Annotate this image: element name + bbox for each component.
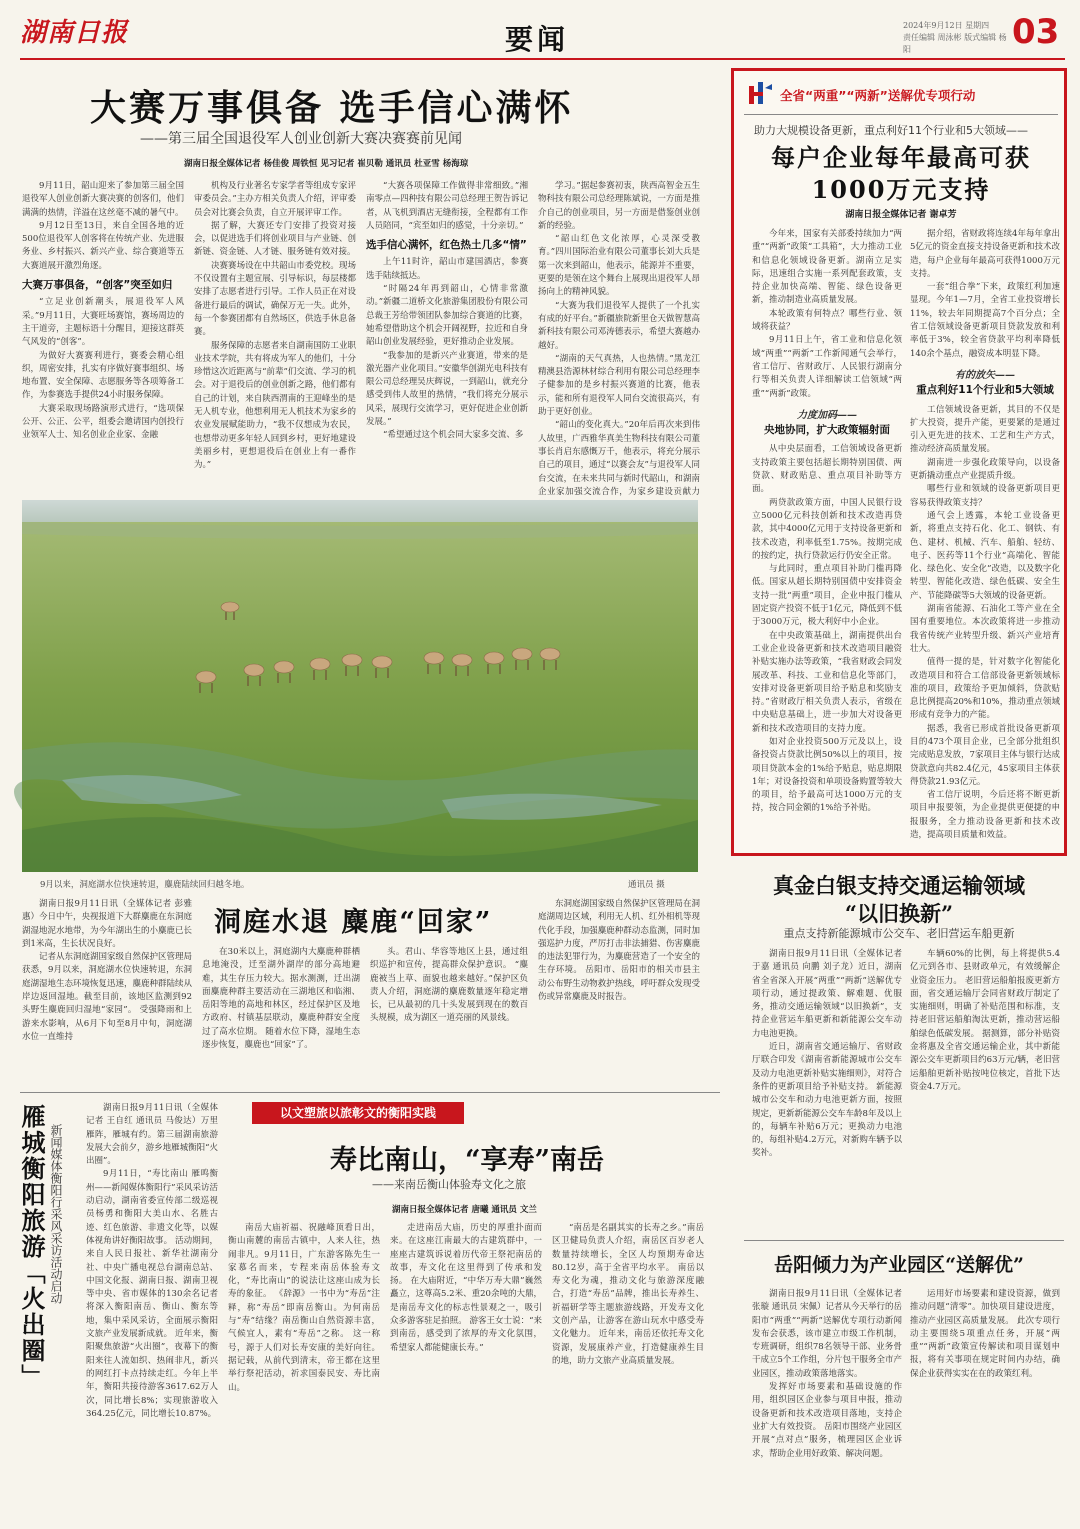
tag-divider	[744, 114, 1058, 115]
paragraph: 东洞庭湖国家级自然保护区管理局在洞庭湖周边区域，利用无人机、红外相机等现代化手段，加强麋鹿种群动态监测，同时加强巡护力度，严厉打击非法捕猎、伤害麋鹿的违法犯罪行为，为麋鹿营造了一个安全的生存环境。 岳阳市、岳阳市的相关市县主动公布野生动物救护热线，呼吁群众发现受伤或异常麋鹿及时报告。	[538, 899, 700, 1003]
paragraph: 为做好大赛赛利进行，赛委会精心组织，周密安排，扎实有序做好赛事组织、场地布置、安全保障、志愿服务等各项筹备工作，为参赛选手提供24小时服务保障。	[22, 350, 184, 401]
nanyue-byline: 湖南日报全媒体记者 唐曦 通讯员 文兰	[392, 1205, 537, 1215]
paragraph: 上午11时许，韶山市建国酒店，参赛选手陆续抵达。	[366, 257, 528, 281]
paragraph: 与此同时，重点项目补助门槛再降低。国家从超长期特别国债中安排资金支持一批“两重”项目，企业申报门槛从固定资产投资不低于1亿元，降低到不低于3000万元，极大利好中小企业。	[752, 564, 902, 628]
paragraph: “大赛为我们退役军人提供了一个扎实有成的好平台。”新疆旅院新里仓天做智慧高新科技有限公司邓涛德表示，希望大赛越办越好。	[538, 300, 700, 351]
paragraph: 决赛赛场设在中共韶山市委党校。现场不仅设置有主题宣展、引导标识，每层楼都安排了志愿者进行引导。工作人员正在对设备进行最后的调试，确保万无一失。此外，每一个参赛团都有自然场区，供选手休息备赛。	[194, 260, 356, 338]
paragraph: 湖南日报9月11日讯（全媒体记者 彭雅惠）今日中午，央视报道下大群麋鹿在东洞庭湖湿地泥水地带，为今年湖出生的小麋鹿已长到1米高，生长状况良好。	[22, 899, 193, 949]
paragraph: “希望通过这个机会同大家多交流、多	[383, 430, 524, 441]
hengyang-column-1	[86, 1102, 218, 1419]
photo-caption: 9月以来，洞庭湖水位快速转退，麋鹿陆续回归越冬地。	[40, 880, 250, 890]
special-subheading-1: 央地协同，扩大政策辐射面	[764, 424, 890, 437]
paragraph: 南岳大庙祈福、祝融峰顶看日出，衡山南麓的南岳古镇中，人来人往，热闹非凡。9月11日，广东游客陈先生一家慕名而来，专程来南岳体验寿文化，“寿比南山”的说法让这座山成为长寿的象征。 《辞源》一书中为“寿岳”注释，称“寿岳”即南岳衡山。为何南岳与“寿”结缘？南岳衡山自然资源丰富，气候宜人，素有“寿岳”之称。 这一称号，源于人们对长寿安康的美好向往。据记载，从前代到清末，帝王都在这里举行祭祀活动，祈求国泰民安、寿比南山。	[228, 1223, 380, 1393]
paragraph: 两贷款政策方面，中国人民银行设立5000亿元科技创新和技术改造再贷款，其中4000亿元用于支持设备更新和技术改造，利率低至1.75%。按期完成的按约定，执行贷款运行仍安全正常。	[752, 497, 902, 561]
yueyang-headline: 岳阳倾力为产业园区“送解优”	[774, 1254, 1024, 1276]
paragraph: 通气会上透露，本轮工业设备更新，将重点支持石化、化工、钢铁、有色、建材、机械、汽车、船舶、轻纺、电子、医药等11个行业“高端化、智能化、绿色化、安全化”改造，以及数字化转型、智能化改造、绿色低碳、安全生产、节能降碳等5大领域的设备更新。	[910, 510, 1060, 601]
series-banner: 以文塑旅以旅彰文的衡阳实践	[252, 1102, 464, 1124]
paragraph: 湖南省能源、石油化工等产业在全国有重要地位。本次政策将进一步推动我省传统产业转型升级、新兴产业培育壮大。	[910, 604, 1060, 654]
special-tag-bar	[736, 76, 1056, 112]
paragraph: 湖南日报9月11日讯（全媒体记者 王自红 通讯员 马俊达）万里雁阵，雁城有约。第三届湖南旅游发展大会前夕，游乡地雁城衡阳“火出圈”。	[86, 1103, 218, 1167]
photo-credit: 通讯员 摄	[628, 880, 665, 890]
deer-headline: 洞庭水退 麋鹿“回家”	[214, 907, 493, 938]
paragraph: 在中央政策基础上，湖南提供出台工业企业设备更新和技术改造项目融资补贴实施办法等政策，“我省财政会同发展改革、科技、工业和信息化等部门，安排对设备更新项目给予贴息和奖励支持。”省财政厅相关负责人表示，省级在中央贴息基础上，进一步加大对设备更新和技术改造项目的支持力度。	[752, 630, 902, 734]
nanyue-headline: 寿比南山，“享寿”南岳	[330, 1145, 605, 1176]
paragraph: 服务保障的志愿者来自湖南国防工业职业技术学院，共有将成为军人的他们，十分珍惜这次近距离与“前辈”们交流、学习的机会。对于退役后的创业创新之路，他们都有自己的计划，来自陕西渭南的王迎峰坐的是无人机专业，他想利用无人机技术为家乡的农业发展赋能助力，“我不仅想成为农民，也想带动更多年轻人回到乡村，更好地建设美丽乡村，更想退役后在创业上有一番作为。”	[194, 340, 356, 471]
paragraph: 大赛采取现场路演形式进行，“选项保公开、公正、公平，组委会邀请国内创投行业领军人士、知名创业企业家、金融	[22, 403, 184, 441]
nanyue-subhead: ——来南岳衡山体验寿文化之旅	[372, 1178, 526, 1191]
special-headline-line-2: 1000万元支持	[811, 175, 991, 204]
section-title: 要闻	[505, 23, 570, 56]
hengyang-vertical-subtitle: 新闻媒体衡阳行采风采访活动启动	[49, 1124, 63, 1304]
page-number: 03	[1012, 12, 1060, 52]
contest-column-2	[194, 180, 356, 480]
paragraph: 9月12日至13日，来自全国各地的近500位退役军人创客将在传统产业、先进服务业、乡村振兴、新兴产业、综合赛道等五大赛道展开激烈角逐。	[22, 220, 184, 271]
transport-column-2	[910, 948, 1060, 1234]
paragraph: 据了解，大赛还专门安排了投资对接会，以促进选手们将创业项目与产业链、创新链、资金链、人才链、服务链有效对接。	[194, 220, 356, 258]
newspaper-logo: 湖南日报	[20, 18, 129, 48]
date-info	[903, 20, 1013, 56]
contest-column-3	[366, 180, 528, 480]
lower-divider	[20, 1092, 720, 1093]
deer-column-3	[370, 946, 528, 1076]
paragraph: 头。君山、华容等地区上县，通过组织巡护和宣传，提高群众保护意识。 “麋鹿被当上草、面貌也越来越好。”保护区负责人介绍，洞庭湖的麋鹿数量逐年稳定增长，已从最初的几十头发展到现在的数百头规模，成为湖区一道亮丽的风景线。	[370, 947, 528, 1024]
yueyang-column-2	[910, 1288, 1060, 1524]
contest-subhead: ——第三届全国退役军人创业创新大赛决赛赛前见闻	[140, 131, 462, 147]
paragraph: “湖南的天气真热，人也热情。”黑龙江精澳县浩源林材综合利用有限公司总经理李子健参加的是乡村振兴赛道的比赛，他表示，能和所有退役军人同台交流很高兴，有助于更好创业。	[538, 353, 700, 418]
special-byline: 湖南日报全媒体记者 谢卓芳	[845, 210, 957, 220]
wetland-deer-photo	[22, 500, 698, 872]
paragraph: 工信领域设备更新，其目的不仅是扩大投资，提升产能，更要紧的是通过引入更先进的技术、工艺和生产方式，推动经济高质量发展。	[910, 404, 1060, 455]
nanyue-column-2	[390, 1222, 542, 1518]
paragraph: 湖南进一步强化政策导向，以设备更新撬动重点产业提质升级。	[910, 457, 1060, 482]
masthead	[0, 0, 1080, 62]
paragraph: 学习。”据起参赛初衷，陕西高智金五生物科技有限公司总经理陈斌说，一方面是推介自己的创业项目，另一方面是借鉴创业创新的经验。	[538, 181, 700, 231]
paragraph: 从中央层面看，工信领域设备更新支持政策主要包括超长期特别国债、两贷款、财政贴息、重点项目补助等方面。	[752, 444, 902, 495]
special-column-2	[910, 228, 1060, 850]
paragraph: “韶山的变化真大。”20年后再次来到伟人故里，广西雅华真美生物科技有限公司董事长肖启东感慨万千，他表示，将充分展示自己的项目，通过“以赛会友”与退役军人同台交流，在未来共同与新时代韶山，和湖南企业家加强交流合作，为家乡建设贡献力	[538, 420, 700, 497]
deer-column-4	[538, 898, 700, 1076]
masthead-rule	[20, 58, 1065, 60]
editor-line: 责任编辑 周泳彬 版式编辑 杨阳	[903, 33, 1007, 54]
paragraph: 湖南日报9月11日讯（全媒体记者 张璇 通讯员 宋佩）记者从今天举行的岳阳市“两重”“两新”送解优专项行动新闻发布会获悉，该市建立市级工作机制，专班调研，组织78名领导干部、业务骨干成立5个工作组，分片包干服务全市产业园区，推动政策落地落实。	[752, 1289, 902, 1379]
date-line: 2024年9月12日 星期四	[903, 21, 990, 30]
paragraph: 据介绍，省财政将连续4年每年拿出5亿元的资金直接支持设备更新和技术改造，每户企业每年最高可获得1000万元支持。	[910, 229, 1060, 279]
contest-column-1	[22, 180, 184, 480]
contest-column-4	[538, 180, 700, 497]
paragraph: 在30米以上，洞庭湖内大麋鹿种群栖息地淹没，迁至湖外湖岸的部分高地避难，其生存压力较大。据水测测，迁出湖面麋鹿种群主要活动在三湖地区和临湘、岳阳等地的高地和林区，经过保护区及地方政府、村镇基层联动，麋鹿种群安全度过了高水位期。 随着水位下降，湿地生态逐步恢复，麋鹿也“回家”了。	[202, 947, 360, 1051]
contest-subheading-1: 大赛万事俱备，“创客”突至如归	[22, 279, 173, 292]
paragraph: 发挥好市场要素和基础设施的作用，组织园区企业参与项目申报，推动设备更新和技术改造项目落地，支持企业扩大有效投资。 岳阳市围绕产业园区开展“点对点”服务，梳理园区企业诉求，帮助企业用好政策、解决问题。	[752, 1382, 902, 1459]
special-subheading-2: 重点利好11个行业和5大领域	[916, 384, 1054, 397]
contest-headline: 大赛万事俱备 选手信心满怀	[90, 87, 574, 129]
paragraph: 9月11日，韶山迎来了参加第三届全国退役军人创业创新大赛决赛的创客们，他们满满的热情，洋溢在这丝毫不减的暑气中。	[22, 181, 184, 218]
paragraph: 走进南岳大庙，历史的厚重扑面而来。在这座江南最大的古建筑群中，一座座古建筑诉说着历代帝王祭祀南岳的故事，寿文化在这里得到了传承和发扬。 在大庙附近，“中华万寿大鼎”巍然矗立，这尊高5.2米、重20余吨的大鼎，是南岳寿文化的标志性景观之一，吸引众多游客驻足拍照。 游客王女士说：“来到南岳，感受到了浓厚的寿文化氛围，希望家人都能健康长寿。”	[390, 1223, 542, 1353]
special-subkicker-2: 有的放矢——	[955, 369, 1015, 381]
contest-subheading-2: 选手信心满怀，红色热土几多“情”	[366, 239, 527, 252]
paragraph: 记者从东洞庭湖国家级自然保护区管理局获悉，9月以来，洞庭湖水位快速转退，东洞庭湖湿地生态环境恢复迅速，麋鹿种群陆续从岸边返回湿地。截至目前，该地区监测到92头野生麋鹿回归湿地“家园”。 受强降雨和上游来水影响，从6月下旬至8月中旬，洞庭湖水位一直维持	[22, 952, 193, 1042]
special-kicker: 助力大规模设备更新，重点利好11个行业和5大领域——	[754, 124, 1028, 137]
paragraph: 省工信厅说明，今后还将不断更新项目申报要领，为企业提供更便捷的申报服务，全力推动设备更新和技术改造，提高项目质量和效益。	[910, 790, 1060, 841]
paragraph: “时隔24年再到韶山，心情非常激动。”新疆二道桥文化旅游集团股份有限公司总裁王芳给带领团队参加综合赛道的比赛，她希望借助这个机会开阔视野，拉近和自身韶山创业发展经验，更好推动企业发展。	[366, 284, 528, 348]
paragraph: 运用好市场要素和建设资源，做到推动问题“清零”。加快项目建设进度，推动产业园区高质量发展。 此次专项行动主要围绕5项重点任务，开展“两重”“两新”政策宣传解读和项目谋划申报，将有关事项在规定时间内办结，确保企业获得实实在在的政策红利。	[910, 1289, 1060, 1379]
deer-column-2	[202, 946, 360, 1076]
paragraph: “大赛各项保障工作做得非常细致。”湘南零点—四种技有限公司总经理王贺告诉记者，从飞机到酒店无缝衔接，全程都有工作人员陪同，“宾至如归的感觉，十分亲切。”	[366, 181, 528, 231]
paragraph: 9月11日上午，省工业和信息化领域“两重”“两新”工作新闻通气会举行，省工信厅、省财政厅、人民银行湖南分行等相关负责人详细解读工信领域“两重”“两新”政策。	[752, 335, 902, 399]
wetland-deer-image	[22, 500, 698, 872]
nanyue-column-3	[552, 1222, 704, 1518]
paragraph: 车辆60%的比例，每上将提供5.4亿元到各市、县财政单元，有效缓解企业资金压力。 老旧营运船舶报废更新方面，省交通运输厅会同省财政厅制定了实施细则，明确了补贴范围和标准，支持老旧营运船舶淘汰更新，推动营运船舶绿色低碳发展。 据测算，部分补贴资金将惠及全省交通运输企业，其中新能源公交车更新项目约63万元/辆，老旧营运船舶更新补贴按吨位核定，首批下达资金4.7万元。	[910, 949, 1060, 1092]
paragraph: 一套“组合拳”下来，政策红利加速显现。今年1—7月，全省工业投资增长11%，较去年同期提高7个百分点；全省工信领域设备更新项目贷款发放和利率低于3%，较全省贷款平均利率降低140余个基点，融资成本明显下降。	[910, 282, 1060, 359]
deer-column-1	[22, 898, 192, 1078]
hengyang-vertical-title: 雁城衡阳旅游「火出圈」	[17, 1104, 46, 1390]
paragraph: 值得一提的是，针对数字化智能化改造项目和符合工信部设备更新领域标准的项目，政策给予更加倾斜，贷款贴息比例提高20%和10%，推动重点领域形成有竞争力的产能。	[910, 657, 1060, 721]
paragraph: “我参加的是新兴产业赛道，带来的是激光器产业化项目。”安徽华创湖光电科技有限公司总经理吴庆辉说，一到韶山，就充分感受到伟人故里的热情，“我们将充分展示风采，展现行交流学习，更好促进企业创新发展。”	[366, 350, 528, 428]
yueyang-column-1	[752, 1288, 902, 1524]
transport-subhead: 重点支持新能源城市公交车、老旧营运车船更新	[783, 927, 1015, 940]
paragraph: 9月11日，“寿比南山 雁鸣衡州——新闻媒体衡阳行”采风采访活动启动，湖南省委宣传部二级巡视员杨勇和衡阳大美山水、名胜古迹、红色旅游、非遗文化等，以媒体视角讲好衡阳故事。 活动期间，来自人民日报社、新华社湖南分社、中央广播电视总台湖南总站、中国文化报、湖南日报、湖南卫视等中央、省市媒体的130余名记者将深入衡阳南岳、衡山、衡东等地，集中采风采访，全面展示衡阳文旅产业发展新成就。 近年来，衡阳聚焦旅游“火出圈”，夜幕下的衡阳来往人流如织、热闹非凡，新兴的网红打卡点持续走红。今年上半年，衡阳共接待游客3617.62万人次，同比增长8%；实现旅游收入364.25亿元，同比增长10.87%。	[86, 1169, 218, 1419]
transport-headline-line-2: “以旧换新”	[844, 901, 954, 926]
campaign-logo-icon	[746, 80, 774, 108]
nanyue-column-1	[228, 1222, 380, 1518]
paragraph: 如对企业投资500万元及以上，设备投资占贷款比例50%以上的项目，按项目贷款本金的1%给予贴息，贴息期限1年；对设备投资和单项设备购置等较大的项目，给予最高可达1000万元的支持，按合同金额的1%给予补贴。	[752, 736, 902, 814]
contest-byline: 湖南日报全媒体记者 杨佳俊 周铁恒 见习记者 崔贝勒 通讯员 杜亚雪 杨海琼	[184, 159, 469, 169]
special-headline-line-1: 每户企业每年最高可获	[771, 143, 1031, 172]
special-tag: 全省“两重”“两新”送解优专项行动	[780, 88, 976, 103]
paragraph: “立足业创新潮头，展退役军人风采。”9月11日，大赛旺场赛馆，赛场周边的主干道旁，主题标语十分醒目，迎接这群英气风发的“创客”。	[22, 297, 184, 348]
paragraph: 本轮政策有何特点？哪些行业、领域将获益？	[752, 308, 902, 333]
special-column-1	[752, 228, 902, 850]
transport-divider	[744, 1240, 1064, 1241]
special-subkicker-1: 力度加码——	[797, 409, 857, 421]
transport-headline-line-1: 真金白银支持交通运输领域	[773, 873, 1025, 898]
paragraph: “南岳是名副其实的长寿之乡。”南岳区卫健局负责人介绍，南岳区百岁老人数量持续增长，全区人均预期寿命达80.12岁，高于全省平均水平。 南岳以寿文化为魂，推动文化与旅游深度融合，打造“寿岳”品牌，推出长寿养生、祈福研学等主题旅游线路，开发寿文化文创产品，让游客在游山玩水中感受寿文化魅力。 近年来，南岳还依托寿文化资源，发展康养产业，打造健康养生目的地，助力文旅产业高质量发展。	[552, 1223, 704, 1366]
paragraph: 湖南日报9月11日讯（全媒体记者 于嘉 通讯员 向鹏 刘子龙）近日，湖南省全省深入开展“两重”“两新”送解优专项行动，通过提政策、解难题、优服务，推动交通运输领域“以旧换新”，支持企业营运车船更新和新能源公交车动力电池更换。	[752, 949, 902, 1039]
paragraph: 近日，湖南省交通运输厅、省财政厅联合印发《湖南省新能源城市公交车及动力电池更新补贴实施细则》，对符合条件的更新项目给予补贴支持。 新能源城市公交车和动力电池更新方面，按照规定，更新新能源公交车车龄8年及以上的，每辆车补贴6万元；更换动力电池的，每组补贴4.2万元，对新购车辆予以奖补。	[752, 1042, 902, 1159]
paragraph: 据悉，我省已形成首批设备更新项目的473个项目企业，已全部分批组织完成贴息发放，7家项目主体与银行达成贷款意向共82.4亿元，45家项目主体获得贷款21.93亿元。	[910, 723, 1060, 787]
transport-column-1	[752, 948, 902, 1234]
paragraph: 机构及行业著名专家学者等组成专家评审委员会。”主办方相关负责人介绍，评审委员会对比赛会负责，自立开展评审工作。	[194, 181, 356, 218]
paragraph: 今年来，国家有关部委持续加力“两重”“两新”政策“工具箱”，大力推动工业和信息化领域设备更新。湖南立足实际，迅速组合实施一系列配套政策，支持企业加快高端、智能、绿色设备更新，推动制造业高质量发展。	[752, 229, 902, 306]
paragraph: 哪些行业和领域的设备更新项目更容易获得政策支持？	[910, 484, 1060, 508]
paragraph: “韶山红色文化浓厚，心灵深受教育。”四川国际治业有限公司董事长刘大兵是第一次来到韶山，他表示，能源并不重要，更要的是领在这个舞台上展现出退役军人昂扬向上的精神风貌。	[538, 234, 700, 298]
